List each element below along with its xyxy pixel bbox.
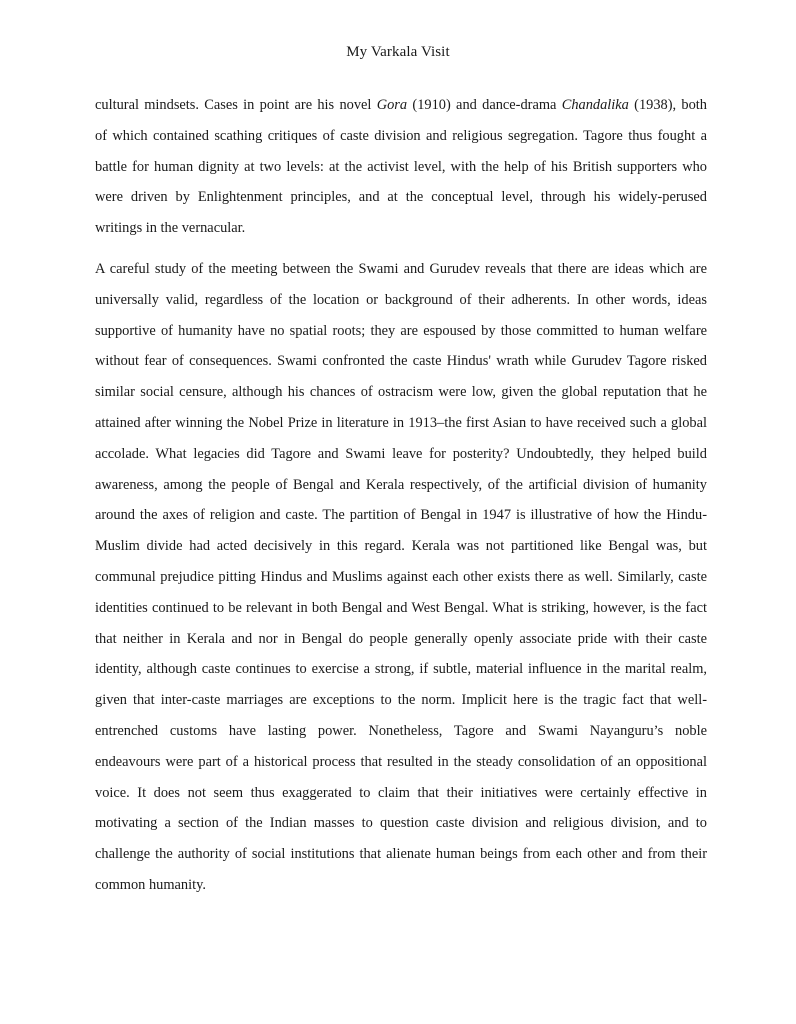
- text-line: [95, 470, 707, 501]
- text-run: (1910) and dance-drama: [407, 97, 562, 113]
- text-line: [95, 408, 707, 439]
- text-line: [95, 254, 707, 285]
- text-run: given that inter-caste marriages are exceptions to the norm. Implicit here is the tragic fact that well-: [95, 692, 707, 709]
- text-line: [95, 285, 707, 316]
- text-run: supportive of humanity have no spatial roots; they are espoused by those committed to human welfare: [95, 322, 707, 339]
- text-run: identity, although caste continues to exercise a strong, if subtle, material influence in the marital realm,: [95, 661, 707, 678]
- text-run: identities continued to be relevant in both Bengal and West Bengal. What is striking, however, is the fact: [95, 599, 707, 616]
- text-line: [95, 778, 707, 809]
- paragraph: [95, 254, 707, 901]
- text-run: voice. It does not seem thus exaggerated to claim that their initiatives were certainly effective in: [95, 784, 707, 801]
- italic-title: Chandalika: [561, 97, 629, 113]
- text-line: [95, 346, 707, 377]
- text-run: A careful study of the meeting between the Swami and Gurudev reveals that there are ideas which are: [95, 260, 707, 277]
- text-run: attained after winning the Nobel Prize in literature in 1913–the first Asian to have received such a global: [95, 414, 707, 431]
- text-run: that neither in Kerala and nor in Bengal do people generally openly associate pride with their caste: [95, 630, 707, 647]
- text-line: [95, 182, 707, 213]
- text-run: around the axes of religion and caste. The partition of Bengal in 1947 is illustrative of how the Hindu-: [95, 507, 707, 524]
- text-run: common humanity.: [95, 876, 206, 893]
- text-run: challenge the authority of social institutions that alienate human beings from each other and from their: [95, 846, 707, 863]
- running-header: My Varkala Visit: [346, 44, 450, 60]
- italic-title: Gora: [376, 97, 408, 113]
- text-line: [95, 439, 707, 470]
- text-line: [95, 152, 707, 183]
- text-line: [95, 716, 707, 747]
- text-run: universally valid, regardless of the location or background of their adherents. In other words, ideas: [95, 291, 707, 308]
- text-line: [95, 870, 707, 901]
- text-run: battle for human dignity at two levels: at the activist level, with the help of his British supporters who: [95, 158, 707, 175]
- text-run: motivating a section of the Indian masses to question caste division and religious division, and to: [95, 815, 707, 832]
- text-line: [95, 624, 707, 655]
- text-line: [95, 121, 707, 152]
- text-run: of which contained scathing critiques of caste division and religious segregation. Tagore thus fought a: [95, 127, 707, 144]
- text-line: [95, 90, 707, 121]
- text-run: were driven by Enlightenment principles, and at the conceptual level, through his widely-perused: [95, 189, 707, 206]
- text-run: cultural mindsets. Cases in point are his novel: [95, 97, 377, 113]
- text-run: endeavours were part of a historical process that resulted in the steady consolidation of an oppositional: [95, 753, 707, 770]
- body-text: [95, 90, 707, 901]
- text-run: similar social censure, although his chances of ostracism were low, given the global reputation that he: [95, 384, 707, 401]
- text-run: entrenched customs have lasting power. Nonetheless, Tagore and Swami Nayanguru’s noble: [95, 722, 707, 739]
- text-line: [95, 213, 707, 244]
- text-line: [95, 747, 707, 778]
- text-line: [95, 654, 707, 685]
- text-run: communal prejudice pitting Hindus and Muslims against each other exists there as well. Similarly, caste: [95, 568, 707, 585]
- text-run: accolade. What legacies did Tagore and Swami leave for posterity? Undoubtedly, they helped build: [95, 445, 707, 462]
- text-line: [95, 377, 707, 408]
- text-line: [95, 500, 707, 531]
- text-line: [95, 531, 707, 562]
- text-run: awareness, among the people of Bengal and Kerala respectively, of the artificial division of humanity: [95, 476, 707, 493]
- text-run: (1938), both: [628, 97, 707, 113]
- text-run: without fear of consequences. Swami confronted the caste Hindus' wrath while Gurudev Tagore risked: [95, 353, 707, 370]
- text-line: [95, 839, 707, 870]
- text-line: [95, 685, 707, 716]
- text-line: [95, 316, 707, 347]
- text-line: [95, 593, 707, 624]
- text-run: writings in the vernacular.: [95, 220, 246, 237]
- text-line: [95, 808, 707, 839]
- text-run: Muslim divide had acted decisively in this regard. Kerala was not partitioned like Bengal was, but: [95, 538, 707, 555]
- paragraph: [95, 90, 707, 244]
- text-line: [95, 562, 707, 593]
